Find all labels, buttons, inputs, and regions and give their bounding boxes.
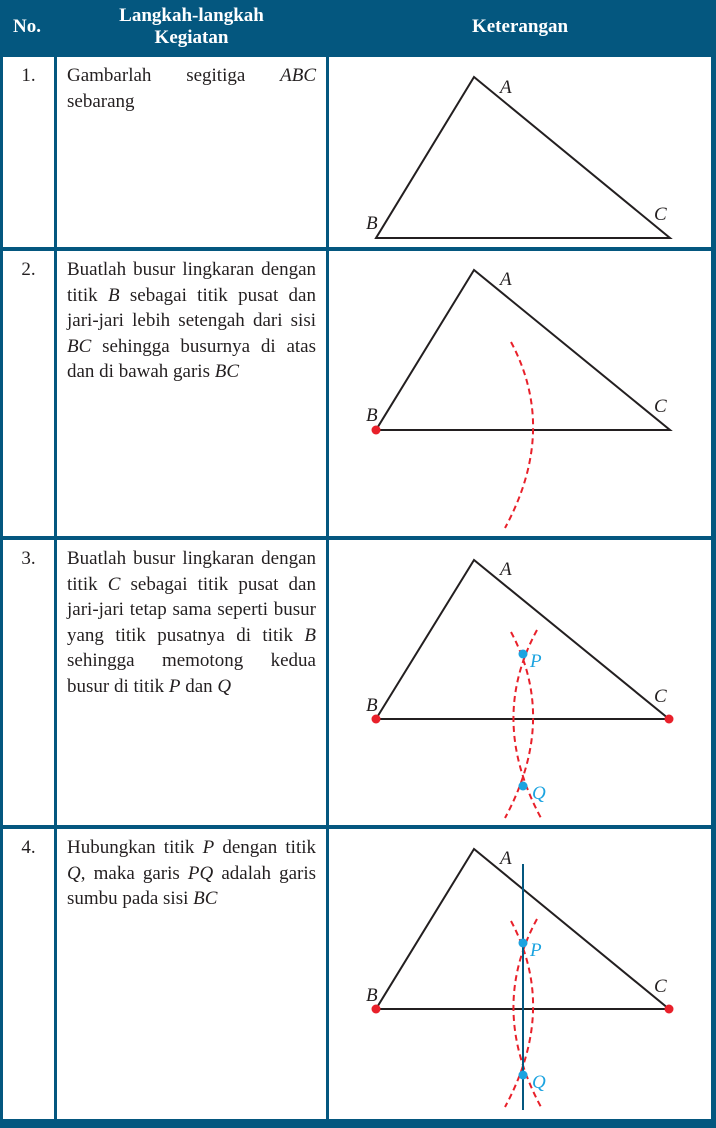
math-variable: BC [193,888,218,909]
point-p-dot [519,939,528,948]
row-1-step: Gambarlah segitiga ABC sebarang [57,57,326,247]
label-a: A [500,269,512,290]
arc-from-b [505,921,533,1107]
label-q: Q [532,1072,546,1093]
label-b: B [366,985,378,1006]
row-2-step: Buatlah busur lingkaran dengan titik B sebagai titik pusat dan jari-jari lebih setengah dari sisi BC sehingga busurnya di atas dan di bawah garis BC [57,251,326,536]
diagram-step-4 [366,848,674,1110]
label-b: B [366,213,378,234]
math-variable: P [168,675,181,697]
row-2-number: 2. [3,251,54,536]
label-b: B [366,405,378,426]
diagram-step-3 [366,559,674,818]
row-4-step: Hubungkan titik P dengan titik Q, maka garis PQ adalah garis sumbu pada sisi BC [57,829,326,1119]
math-variable: C [107,573,121,595]
math-variable: ABC [280,65,316,86]
point-q-dot [519,782,528,791]
math-variable: B [107,284,120,306]
point-q-dot [519,1071,528,1080]
math-variable: Q [217,675,232,697]
label-c: C [654,976,667,997]
diagram-step-1 [366,77,670,238]
label-c: C [654,396,667,417]
row-3-step: Buatlah busur lingkaran dengan titik C sebagai titik pusat dan jari-jari tetap sama seperti busur yang titik pusatnya di titik B sehingga memotong kedua busur di titik P dan Q [57,540,326,825]
triangle-abc [376,560,669,719]
point-p-dot [519,650,528,659]
row-3-number: 3. [3,540,54,825]
vertex-c-dot [665,1005,674,1014]
label-b: B [366,695,378,716]
label-p: P [530,651,542,672]
row-4-number: 4. [3,829,54,1119]
header-notes-label: Keterangan [471,16,569,37]
label-q: Q [532,783,546,804]
row-1-number: 1. [3,57,54,247]
math-variable: BC [67,335,92,357]
label-a: A [500,848,512,869]
math-variable: B [304,624,316,646]
diagram-step-2 [366,269,670,528]
header-no-label: No. [13,16,41,37]
math-variable: Q [67,862,81,884]
label-a: A [500,559,512,580]
vertex-c-dot [665,715,674,724]
vertex-b-dot [372,426,381,435]
triangle-abc [376,270,670,430]
math-variable: BC [214,361,240,382]
label-a: A [500,77,512,98]
arc-from-b [505,632,533,818]
arc-from-b [505,342,533,528]
header-steps-line1: Langkah-langkah [119,5,264,26]
math-variable: P [202,837,215,858]
label-p: P [530,940,542,961]
label-c: C [654,204,667,225]
triangle-abc [376,77,670,238]
math-variable: PQ [187,862,214,884]
header-steps-line2: Kegiatan [154,27,229,48]
label-c: C [654,686,667,707]
